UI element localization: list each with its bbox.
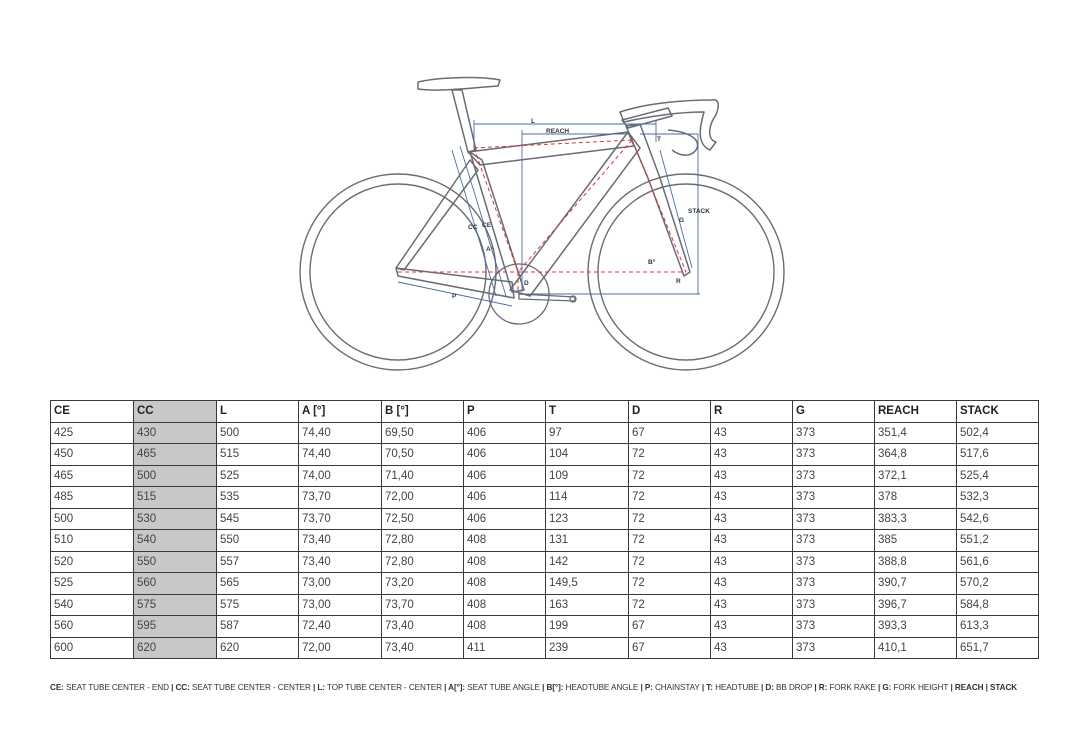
table-cell: 542,6 [957, 508, 1039, 530]
abbreviation-legend: CE: SEAT TUBE CENTER - END | CC: SEAT TUBE CENTER - CENTER | L: TOP TUBE CENTER - CENTER | A[°]: SEAT TUBE ANGLE | B[°]: HEADTUBE ANGLE | P: CHAINSTAY | T: HEADTUBE | D: BB DROP | R: FORK RAKE | G: FORK HEIGHT | REACH | STACK [50, 683, 1018, 692]
table-cell: 373 [793, 530, 875, 552]
legend-text: SEAT TUBE CENTER - CENTER [189, 683, 311, 692]
table-cell: 72 [629, 444, 711, 466]
legend-key: A[°]: [448, 683, 466, 692]
legend-key: REACH [954, 683, 984, 692]
table-cell: 43 [711, 594, 793, 616]
table-body [51, 422, 1039, 659]
table-cell: 373 [793, 422, 875, 444]
legend-key: P: [644, 683, 653, 692]
table-cell: 545 [217, 508, 299, 530]
label-g: G [679, 217, 685, 224]
table-row [51, 530, 1039, 552]
table-cell: 73,00 [299, 573, 382, 595]
table-cell: 74,40 [299, 422, 382, 444]
table-cell: 142 [546, 551, 629, 573]
table-cell: 73,20 [382, 573, 464, 595]
table-cell: 70,50 [382, 444, 464, 466]
table-cell: 535 [217, 487, 299, 509]
table-cell: 364,8 [875, 444, 957, 466]
table-cell: 72 [629, 594, 711, 616]
column-header: A [°] [299, 401, 382, 423]
table-cell: 67 [629, 422, 711, 444]
table-cell: 73,70 [382, 594, 464, 616]
table-cell: 408 [464, 594, 546, 616]
dimension-labels [452, 118, 710, 300]
table-row [51, 637, 1039, 659]
table-cell: 239 [546, 637, 629, 659]
table-cell: 551,2 [957, 530, 1039, 552]
column-header: B [°] [382, 401, 464, 423]
table-cell: 532,3 [957, 487, 1039, 509]
table-cell: 378 [875, 487, 957, 509]
table-cell: 97 [546, 422, 629, 444]
table-cell: 73,70 [299, 508, 382, 530]
table-cell: 43 [711, 444, 793, 466]
table-cell: 570,2 [957, 573, 1039, 595]
legend-text: SEAT TUBE ANGLE [465, 683, 540, 692]
table-cell: 72 [629, 551, 711, 573]
table-cell: 450 [51, 444, 134, 466]
table-cell: 620 [217, 637, 299, 659]
table-cell: 408 [464, 573, 546, 595]
table-cell: 72,00 [299, 637, 382, 659]
label-d: D [524, 280, 529, 287]
table-cell: 515 [217, 444, 299, 466]
column-header: CE [51, 401, 134, 423]
table-cell: 560 [134, 573, 217, 595]
legend-key: CE: [50, 683, 64, 692]
table-cell: 373 [793, 551, 875, 573]
table-cell: 517,6 [957, 444, 1039, 466]
table-cell: 72 [629, 530, 711, 552]
geometry-table [50, 400, 1039, 659]
legend-text: FORK HEIGHT [891, 683, 949, 692]
table-cell: 540 [134, 530, 217, 552]
table-cell: 595 [134, 616, 217, 638]
legend-text: FORK RAKE [827, 683, 876, 692]
table-cell: 540 [51, 594, 134, 616]
table-cell: 525,4 [957, 465, 1039, 487]
table-cell: 373 [793, 465, 875, 487]
table-cell: 613,3 [957, 616, 1039, 638]
table-cell: 411 [464, 637, 546, 659]
table-cell: 408 [464, 616, 546, 638]
label-p: P [452, 293, 457, 300]
table-cell: 67 [629, 616, 711, 638]
table-cell: 109 [546, 465, 629, 487]
table-cell: 163 [546, 594, 629, 616]
table-cell: 385 [875, 530, 957, 552]
table-cell: 43 [711, 465, 793, 487]
table-cell: 73,70 [299, 487, 382, 509]
table-cell: 43 [711, 487, 793, 509]
table-cell: 396,7 [875, 594, 957, 616]
legend-key: G: [882, 683, 892, 692]
table-cell: 73,40 [299, 551, 382, 573]
table-cell: 73,00 [299, 594, 382, 616]
legend-text: HEADTUBE [712, 683, 759, 692]
label-a: A° [486, 246, 494, 253]
table-row [51, 551, 1039, 573]
legend-text: CHAINSTAY [652, 683, 700, 692]
table-cell: 651,7 [957, 637, 1039, 659]
legend-key: R: [818, 683, 828, 692]
legend-text: BB DROP [773, 683, 813, 692]
table-cell: 114 [546, 487, 629, 509]
table-cell: 373 [793, 508, 875, 530]
table-cell: 43 [711, 637, 793, 659]
legend-key: L: [317, 683, 325, 692]
table-cell: 72,40 [299, 616, 382, 638]
table-cell: 43 [711, 422, 793, 444]
table-cell: 72,80 [382, 530, 464, 552]
table-cell: 72 [629, 573, 711, 595]
table-cell: 393,3 [875, 616, 957, 638]
table-cell: 43 [711, 551, 793, 573]
table-cell: 500 [51, 508, 134, 530]
label-cc: CC [468, 224, 478, 231]
table-cell: 550 [134, 551, 217, 573]
table-cell: 74,40 [299, 444, 382, 466]
label-ce: CE [482, 222, 492, 229]
table-cell: 500 [217, 422, 299, 444]
legend-text: TOP TUBE CENTER - CENTER [324, 683, 442, 692]
legend-text: HEADTUBE ANGLE [563, 683, 639, 692]
table-header [51, 401, 1039, 423]
dimension-lines [398, 120, 700, 306]
table-cell: 372,1 [875, 465, 957, 487]
table-cell: 430 [134, 422, 217, 444]
table-row [51, 616, 1039, 638]
label-t: T [657, 136, 661, 143]
table-cell: 520 [51, 551, 134, 573]
table-cell: 373 [793, 637, 875, 659]
label-stack: STACK [688, 208, 710, 215]
table-cell: 73,40 [382, 616, 464, 638]
table-cell: 388,8 [875, 551, 957, 573]
table-cell: 72 [629, 487, 711, 509]
table-cell: 406 [464, 422, 546, 444]
label-l: L [531, 118, 535, 125]
column-header: L [217, 401, 299, 423]
table-cell: 410,1 [875, 637, 957, 659]
table-cell: 72,50 [382, 508, 464, 530]
label-reach: REACH [546, 128, 570, 135]
table-cell: 406 [464, 487, 546, 509]
column-header: STACK [957, 401, 1039, 423]
table-cell: 500 [134, 465, 217, 487]
table-cell: 69,50 [382, 422, 464, 444]
table-cell: 199 [546, 616, 629, 638]
label-b: B° [648, 259, 656, 266]
table-cell: 123 [546, 508, 629, 530]
table-cell: 502,4 [957, 422, 1039, 444]
table-cell: 525 [51, 573, 134, 595]
table-cell: 390,7 [875, 573, 957, 595]
legend-key: B[°]: [546, 683, 564, 692]
table-cell: 510 [51, 530, 134, 552]
legend-key: CC: [175, 683, 190, 692]
legend-key: STACK [990, 683, 1018, 692]
table-cell: 383,3 [875, 508, 957, 530]
table-cell: 515 [134, 487, 217, 509]
table-cell: 131 [546, 530, 629, 552]
table-cell: 351,4 [875, 422, 957, 444]
table-cell: 406 [464, 465, 546, 487]
table-cell: 408 [464, 530, 546, 552]
table-row [51, 573, 1039, 595]
table-cell: 67 [629, 637, 711, 659]
table-cell: 485 [51, 487, 134, 509]
table-cell: 72,00 [382, 487, 464, 509]
table-cell: 575 [134, 594, 217, 616]
table-cell: 71,40 [382, 465, 464, 487]
table-cell: 425 [51, 422, 134, 444]
table-cell: 620 [134, 637, 217, 659]
table-cell: 72 [629, 508, 711, 530]
table-cell: 600 [51, 637, 134, 659]
table-cell: 561,6 [957, 551, 1039, 573]
table-cell: 565 [217, 573, 299, 595]
table-cell: 525 [217, 465, 299, 487]
table-cell: 584,8 [957, 594, 1039, 616]
legend-text: SEAT TUBE CENTER - END [63, 683, 169, 692]
table-row [51, 487, 1039, 509]
table-cell: 550 [217, 530, 299, 552]
table-cell: 373 [793, 487, 875, 509]
table-cell: 73,40 [382, 637, 464, 659]
table-cell: 406 [464, 444, 546, 466]
header-row [51, 401, 1039, 423]
table-cell: 560 [51, 616, 134, 638]
column-header: REACH [875, 401, 957, 423]
table-cell: 73,40 [299, 530, 382, 552]
table-cell: 104 [546, 444, 629, 466]
table-cell: 557 [217, 551, 299, 573]
table-row [51, 594, 1039, 616]
table-cell: 43 [711, 573, 793, 595]
table-cell: 43 [711, 616, 793, 638]
table-cell: 373 [793, 573, 875, 595]
table-cell: 587 [217, 616, 299, 638]
column-header: CC [134, 401, 217, 423]
column-header: T [546, 401, 629, 423]
label-r: R [676, 278, 681, 285]
table-cell: 373 [793, 616, 875, 638]
table-cell: 530 [134, 508, 217, 530]
table-row [51, 444, 1039, 466]
table-cell: 465 [134, 444, 217, 466]
column-header: G [793, 401, 875, 423]
table-cell: 74,00 [299, 465, 382, 487]
column-header: P [464, 401, 546, 423]
table-cell: 373 [793, 594, 875, 616]
column-header: D [629, 401, 711, 423]
table-cell: 373 [793, 444, 875, 466]
table-cell: 43 [711, 530, 793, 552]
table-row [51, 465, 1039, 487]
table-cell: 72 [629, 465, 711, 487]
table-cell: 408 [464, 551, 546, 573]
table-cell: 72,80 [382, 551, 464, 573]
table-cell: 406 [464, 508, 546, 530]
table-row [51, 508, 1039, 530]
table-cell: 575 [217, 594, 299, 616]
table-cell: 465 [51, 465, 134, 487]
dashed-reference-lines [398, 140, 686, 290]
table-cell: 43 [711, 508, 793, 530]
legend-key: T: [706, 683, 713, 692]
table-row [51, 422, 1039, 444]
table-cell: 149,5 [546, 573, 629, 595]
column-header: R [711, 401, 793, 423]
legend-key: D: [765, 683, 774, 692]
